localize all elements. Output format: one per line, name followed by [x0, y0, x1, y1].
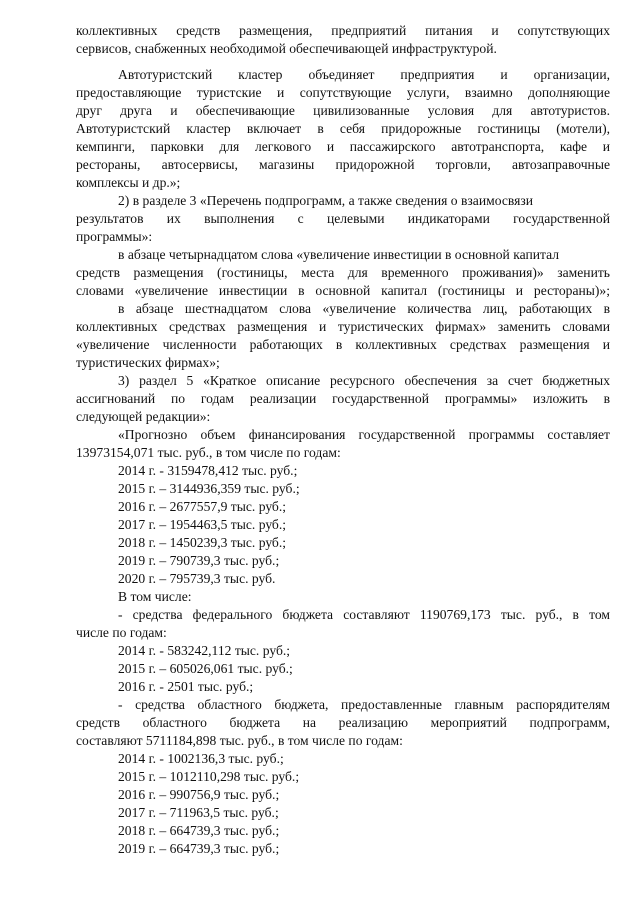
text-line: «увеличение численности работающих в коллективных средствах размещения и — [76, 337, 610, 352]
text-line: Автотуристский кластер включает в себя придорожные гостиницы (мотели), — [76, 121, 610, 136]
funding-year-line: 2015 г. – 605026,061 тыс. руб.; — [118, 661, 293, 676]
funding-year-line: 2015 г. – 1012110,298 тыс. руб.; — [118, 769, 300, 784]
text-line: - средства федерального бюджета составляют 1190769,173 тыс. руб., в том — [118, 607, 610, 622]
text-line: сервисов, снабженных необходимой обеспечивающей инфраструктурой. — [76, 41, 497, 56]
funding-year-line: 2016 г. - 2501 тыс. руб.; — [118, 679, 254, 694]
text-line: следующей редакции»: — [76, 409, 211, 424]
text-line: коллективных средствах размещения и туристических фирмах» заменить словами — [76, 319, 610, 334]
text-line: «Прогнозно объем финансирования государственной программы составляет — [118, 427, 610, 442]
funding-year-line: 2018 г. – 1450239,3 тыс. руб.; — [118, 535, 287, 550]
text-line: друг друга и обеспечивающие цивилизованные условия для автотуристов. — [76, 103, 610, 118]
text-line: 2) в разделе 3 «Перечень подпрограмм, а также сведения о взаимосвязи — [118, 193, 534, 208]
text-line: результатов их выполнения с целевыми индикаторами государственной — [76, 211, 610, 226]
text-line: ассигнований по годам реализации государственной программы» изложить в — [76, 391, 610, 406]
funding-year-line: 2016 г. – 2677557,9 тыс. руб.; — [118, 499, 287, 514]
text-line: туристических фирмах»; — [76, 355, 220, 370]
funding-year-line: 2019 г. – 664739,3 тыс. руб.; — [118, 841, 280, 856]
text-line: в абзаце четырнадцатом слова «увеличение инвестиции в основной капитал — [118, 247, 560, 262]
text-line: Автотуристский кластер объединяет предприятия и организации, — [118, 67, 610, 82]
text-line: комплексы и др.»; — [76, 175, 181, 190]
text-line: предоставляющие туристские и сопутствующие услуги, взаимно дополняющие — [76, 85, 610, 100]
funding-year-line: 2016 г. – 990756,9 тыс. руб.; — [118, 787, 280, 802]
funding-year-line: 2019 г. – 790739,3 тыс. руб.; — [118, 553, 280, 568]
text-line: рестораны, автосервисы, магазины придорожной торговли, автозаправочные — [76, 157, 610, 172]
text-line: 13973154,071 тыс. руб., в том числе по годам: — [76, 445, 341, 460]
funding-year-line: 2014 г. - 1002136,3 тыс. руб.; — [118, 751, 284, 766]
text-line: программы»: — [76, 229, 153, 244]
funding-year-line: 2015 г. – 3144936,359 тыс. руб.; — [118, 481, 300, 496]
funding-year-line: 2020 г. – 795739,3 тыс. руб. — [118, 571, 276, 586]
text-line: коллективных средств размещения, предприятий питания и сопутствующих — [76, 23, 610, 38]
funding-year-line: 2014 г. - 3159478,412 тыс. руб.; — [118, 463, 298, 478]
text-line: словами «увеличение инвестиции в основной капитал (гостиницы и рестораны)»; — [76, 283, 610, 298]
text-line: кемпинги, парковки для легкового и пассажирского автотранспорта, кафе и — [76, 139, 610, 154]
funding-year-line: 2014 г. - 583242,112 тыс. руб.; — [118, 643, 291, 658]
text-line: числе по годам: — [76, 625, 167, 640]
text-line: - средства областного бюджета, предоставленные главным распорядителям — [118, 697, 610, 712]
text-line: 3) раздел 5 «Краткое описание ресурсного обеспечения за счет бюджетных — [118, 373, 610, 388]
text-line: составляют 5711184,898 тыс. руб., в том числе по годам: — [76, 733, 403, 748]
funding-year-line: 2018 г. – 664739,3 тыс. руб.; — [118, 823, 280, 838]
text-line: средств размещения (гостиницы, места для временного проживания)» заменить — [76, 265, 610, 280]
funding-year-line: 2017 г. – 711963,5 тыс. руб.; — [118, 805, 279, 820]
text-line: средств областного бюджета на реализацию мероприятий подпрограмм, — [76, 715, 610, 730]
text-line: в абзаце шестнадцатом слова «увеличение количества лиц, работающих в — [118, 301, 610, 316]
funding-year-line: 2017 г. – 1954463,5 тыс. руб.; — [118, 517, 287, 532]
text-line: В том числе: — [118, 589, 192, 604]
